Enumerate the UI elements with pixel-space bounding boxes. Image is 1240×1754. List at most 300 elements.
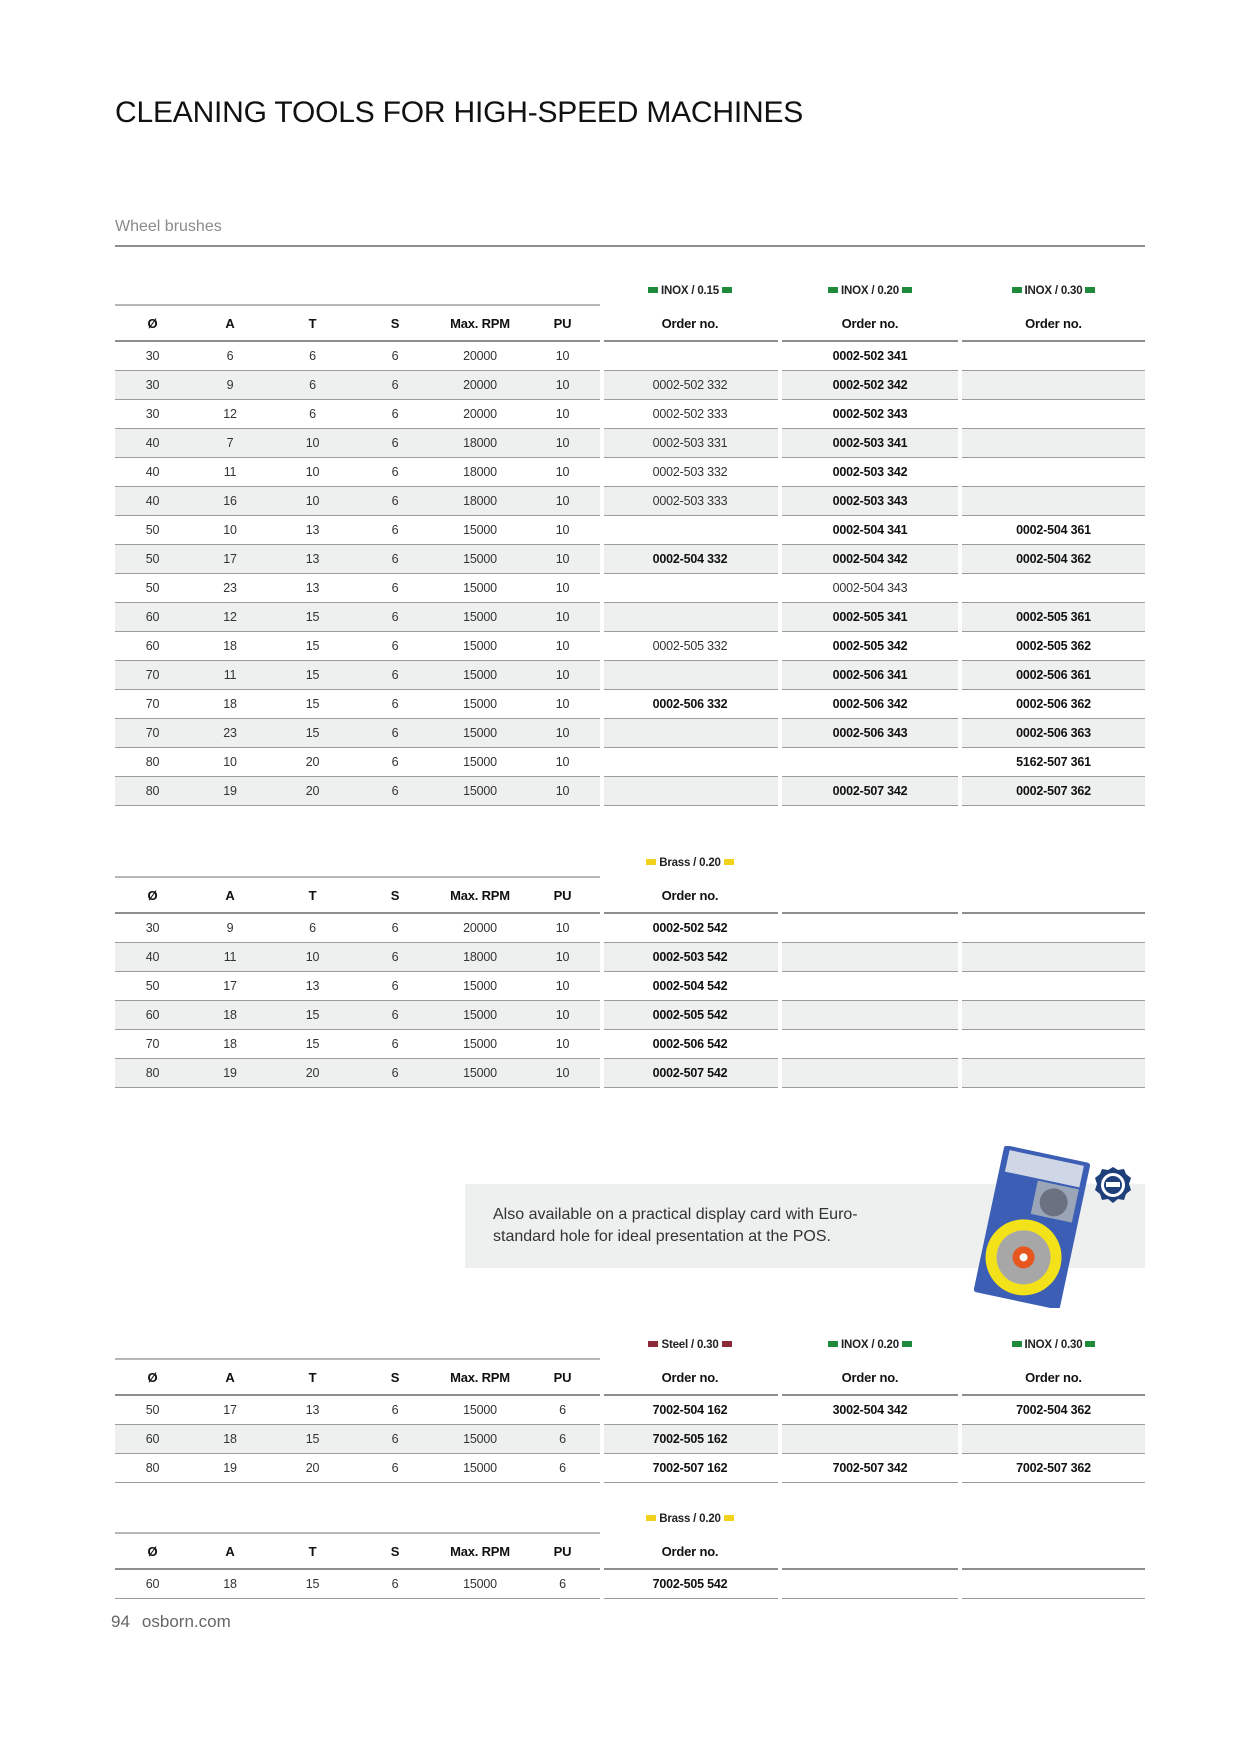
table-header-row [115,304,1145,342]
material-color-swatch [646,859,656,865]
column-header-order-no: Order no. [602,1532,778,1570]
material-header-row [115,1510,1145,1532]
column-gap [600,942,604,972]
cell-a: 18 [223,1577,237,1591]
cell-order-no [602,748,778,776]
cell-order-no [962,1425,1145,1453]
cell-rpm: 15000 [463,1066,497,1080]
column-gap [958,341,962,371]
cell-t: 15 [305,1037,320,1051]
column-header-pu: PU [553,887,572,903]
cell-order-no: 7002-504 162 [602,1396,778,1424]
cell-order-no [962,400,1145,428]
cell-a: 17 [223,979,237,993]
column-header-d: Ø [147,1369,158,1385]
cell-t: 20 [305,755,320,769]
column-gap [778,1531,782,1571]
material-label-text: INOX / 0.20 [841,285,899,297]
table-row [115,545,1145,574]
material-label [962,285,1145,297]
cell-order-no [602,661,778,689]
column-gap [958,776,962,806]
column-gap [600,913,604,943]
cell-order-no: 7002-507 342 [782,1454,958,1482]
cell-t: 15 [305,1577,320,1591]
column-gap [778,1357,782,1397]
cell-rpm: 15000 [463,1577,497,1591]
cell-order-no: 3002-504 342 [782,1396,958,1424]
cell-order-no: 0002-506 343 [782,719,958,747]
cell-d: 30 [145,378,160,392]
column-gap [600,1531,604,1571]
column-gap [600,486,604,516]
cell-d: 60 [145,1432,160,1446]
cell-order-no: 0002-502 332 [602,371,778,399]
cell-t: 15 [305,1432,320,1446]
section-divider [115,245,1145,247]
cell-order-no: 0002-505 341 [782,603,958,631]
cell-pu: 10 [555,465,570,479]
site-url[interactable]: osborn.com [141,1612,231,1631]
cell-order-no: 5162-507 361 [962,748,1145,776]
cell-s: 6 [391,1008,399,1022]
cell-a: 18 [223,1008,237,1022]
cell-order-no [782,1570,958,1598]
column-gap [958,1395,962,1425]
cell-s: 6 [391,407,399,421]
cell-order-no [962,1059,1145,1087]
column-gap [778,1569,782,1599]
table-row [115,487,1145,516]
cell-order-no: 0002-506 361 [962,661,1145,689]
cell-rpm: 15000 [463,552,497,566]
cell-t: 10 [305,494,320,508]
cell-order-no: 0002-502 343 [782,400,958,428]
table-display-card-brass [115,1510,1145,1599]
table-row [115,661,1145,690]
cell-a: 6 [226,349,234,363]
cell-t: 13 [305,979,320,993]
cell-t: 6 [309,921,316,935]
cell-order-no [962,1570,1145,1598]
column-header-d: Ø [147,315,158,331]
column-header-a: A [225,1369,235,1385]
cell-d: 60 [145,1008,160,1022]
cell-order-no [962,574,1145,602]
column-header-rpm: Max. RPM [450,315,510,331]
table-row [115,632,1145,661]
cell-order-no: 0002-503 542 [602,943,778,971]
column-gap [778,1058,782,1088]
cell-order-no: 7002-505 542 [602,1570,778,1598]
cell-t: 20 [305,1461,320,1475]
cell-d: 80 [145,1066,160,1080]
column-header-t: T [308,1369,317,1385]
column-header-order-no [962,1532,1145,1570]
column-gap [958,544,962,574]
column-gap [958,1029,962,1059]
material-color-swatch [828,1341,838,1347]
column-gap [600,660,604,690]
cell-order-no: 0002-504 341 [782,516,958,544]
cell-rpm: 20000 [463,921,497,935]
cell-a: 23 [223,581,237,595]
material-color-swatch [648,287,658,293]
cell-rpm: 20000 [463,407,497,421]
cell-t: 10 [305,436,320,450]
material-color-swatch [902,287,912,293]
material-label-text: INOX / 0.30 [1024,285,1083,297]
cell-s: 6 [391,755,399,769]
cell-a: 18 [223,1037,237,1051]
cell-s: 6 [391,726,399,740]
cell-a: 18 [223,1432,237,1446]
cell-d: 30 [145,921,160,935]
cell-pu: 10 [555,378,570,392]
cell-a: 11 [223,465,237,479]
column-header-s: S [390,887,400,903]
cell-order-no: 0002-502 542 [602,914,778,942]
column-gap [778,631,782,661]
column-gap [600,1000,604,1030]
cell-rpm: 15000 [463,1008,497,1022]
cell-s: 6 [391,921,399,935]
cell-a: 19 [223,1066,237,1080]
column-header-order-no [782,876,958,914]
cell-s: 6 [391,697,399,711]
cell-pu: 10 [555,1008,570,1022]
cell-a: 10 [223,755,237,769]
cell-rpm: 15000 [463,1403,497,1417]
cell-order-no: 0002-503 342 [782,458,958,486]
table-row [115,458,1145,487]
table-row [115,371,1145,400]
cell-order-no [782,1030,958,1058]
column-gap [778,399,782,429]
cell-a: 19 [223,784,237,798]
cell-d: 50 [145,1403,160,1417]
cell-s: 6 [391,1066,399,1080]
cell-order-no: 0002-504 362 [962,545,1145,573]
column-gap [600,303,604,343]
cell-s: 6 [391,1577,399,1591]
cell-t: 15 [305,1008,320,1022]
column-gap [600,1395,604,1425]
table-row [115,516,1145,545]
cell-a: 11 [223,668,237,682]
column-gap [958,1531,962,1571]
cell-a: 9 [226,921,234,935]
column-gap [778,428,782,458]
column-gap [958,1569,962,1599]
cell-order-no [962,943,1145,971]
column-gap [600,515,604,545]
material-header-row [115,854,1145,876]
cell-order-no: 0002-503 333 [602,487,778,515]
cell-order-no [782,943,958,971]
column-gap [778,875,782,915]
cell-order-no [962,972,1145,1000]
cell-order-no: 0002-503 341 [782,429,958,457]
column-gap [778,689,782,719]
cell-d: 70 [145,668,160,682]
column-header-t: T [308,315,317,331]
column-header-a: A [225,315,235,331]
cell-order-no: 0002-502 341 [782,342,958,370]
column-gap [958,1357,962,1397]
material-label-text: INOX / 0.30 [1024,1339,1083,1351]
cell-order-no [962,1030,1145,1058]
material-color-swatch [724,1515,734,1521]
cell-order-no: 0002-505 332 [602,632,778,660]
column-header-order-no [782,1532,958,1570]
cell-s: 6 [391,668,399,682]
cell-order-no [782,748,958,776]
cell-order-no: 0002-505 361 [962,603,1145,631]
column-gap [958,399,962,429]
cell-s: 6 [391,639,399,653]
column-header-pu: PU [553,1369,572,1385]
cell-t: 6 [309,378,316,392]
table-display-card-brushes [115,1336,1145,1483]
material-header-row [115,1336,1145,1358]
column-gap [778,1424,782,1454]
cell-s: 6 [391,349,399,363]
column-gap [958,428,962,458]
column-gap [958,515,962,545]
column-gap [778,1029,782,1059]
cell-order-no: 0002-507 342 [782,777,958,805]
column-gap [600,544,604,574]
column-gap [600,689,604,719]
cell-s: 6 [391,378,399,392]
column-gap [600,602,604,632]
cell-rpm: 15000 [463,523,497,537]
table-row [115,1570,1145,1599]
material-color-swatch [722,1341,732,1347]
material-label-text: INOX / 0.15 [661,285,719,297]
cell-pu: 10 [555,755,570,769]
column-header-a: A [225,887,235,903]
material-label [602,1513,778,1525]
column-gap [958,631,962,661]
cell-order-no [962,458,1145,486]
cell-order-no [602,719,778,747]
cell-pu: 10 [555,921,570,935]
cell-t: 15 [305,668,320,682]
table-row [115,1030,1145,1059]
cell-rpm: 15000 [463,784,497,798]
column-gap [600,1424,604,1454]
column-header-order-no: Order no. [602,1358,778,1396]
material-label [602,1339,778,1351]
column-header-pu: PU [553,315,572,331]
cell-s: 6 [391,1461,399,1475]
cell-rpm: 15000 [463,639,497,653]
cell-s: 6 [391,1432,399,1446]
column-gap [958,457,962,487]
column-header-pu: PU [553,1543,572,1559]
column-header-a: A [225,1543,235,1559]
table-row [115,603,1145,632]
cell-order-no [782,914,958,942]
cell-s: 6 [391,979,399,993]
cell-s: 6 [391,552,399,566]
cell-order-no: 0002-503 332 [602,458,778,486]
column-gap [958,913,962,943]
cell-order-no: 0002-505 362 [962,632,1145,660]
column-header-order-no: Order no. [962,304,1145,342]
table-row [115,429,1145,458]
table-row [115,1425,1145,1454]
cell-order-no [602,342,778,370]
cell-order-no [962,1001,1145,1029]
column-gap [600,370,604,400]
cell-rpm: 15000 [463,1037,497,1051]
cell-pu: 10 [555,552,570,566]
column-gap [778,1395,782,1425]
cell-pu: 10 [555,697,570,711]
cell-a: 17 [223,552,237,566]
material-header-row [115,282,1145,304]
table-row [115,1396,1145,1425]
cell-s: 6 [391,1403,399,1417]
cell-rpm: 18000 [463,436,497,450]
cell-d: 30 [145,349,160,363]
cell-order-no [962,487,1145,515]
cell-d: 60 [145,639,160,653]
cell-d: 50 [145,523,160,537]
cell-a: 18 [223,639,237,653]
material-label-text: INOX / 0.20 [841,1339,899,1351]
cell-order-no: 0002-504 542 [602,972,778,1000]
column-gap [778,1453,782,1483]
cell-t: 20 [305,1066,320,1080]
cell-t: 10 [305,465,320,479]
table-row [115,690,1145,719]
column-gap [600,718,604,748]
cell-pu: 10 [555,1066,570,1080]
cell-t: 15 [305,726,320,740]
cell-t: 6 [309,349,316,363]
cell-order-no: 0002-504 361 [962,516,1145,544]
column-gap [958,875,962,915]
cell-pu: 10 [555,581,570,595]
cell-t: 13 [305,581,320,595]
cell-a: 9 [226,378,234,392]
cell-rpm: 15000 [463,581,497,595]
cell-t: 13 [305,552,320,566]
cell-t: 15 [305,639,320,653]
column-gap [778,942,782,972]
cell-rpm: 18000 [463,950,497,964]
material-color-swatch [722,287,732,293]
column-header-s: S [390,315,400,331]
cell-order-no [602,516,778,544]
column-gap [958,573,962,603]
cell-a: 12 [223,407,237,421]
table-row [115,342,1145,371]
material-color-swatch [724,859,734,865]
column-gap [778,602,782,632]
cell-order-no: 7002-505 162 [602,1425,778,1453]
cell-order-no: 0002-504 332 [602,545,778,573]
cell-pu: 10 [555,523,570,537]
material-color-swatch [902,1341,912,1347]
cell-order-no [602,777,778,805]
table-brass-wheel-brushes [115,854,1145,1088]
column-header-d: Ø [147,1543,158,1559]
column-header-rpm: Max. RPM [450,1543,510,1559]
cell-t: 13 [305,523,320,537]
column-gap [600,1029,604,1059]
cell-t: 6 [309,407,316,421]
cell-d: 80 [145,784,160,798]
material-label-text: Brass / 0.20 [659,857,721,869]
column-gap [778,303,782,343]
cell-order-no: 0002-507 542 [602,1059,778,1087]
cell-d: 60 [145,1577,160,1591]
cell-order-no: 0002-506 342 [782,690,958,718]
cell-d: 70 [145,1037,160,1051]
cell-a: 18 [223,697,237,711]
cell-pu: 6 [559,1432,566,1446]
cell-pu: 10 [555,639,570,653]
cell-d: 40 [145,950,160,964]
column-gap [958,303,962,343]
material-color-swatch [828,287,838,293]
column-gap [778,747,782,777]
material-color-swatch [646,1515,656,1521]
column-header-order-no: Order no. [962,1358,1145,1396]
table-row [115,719,1145,748]
cell-pu: 10 [555,407,570,421]
column-header-rpm: Max. RPM [450,1369,510,1385]
cell-rpm: 15000 [463,979,497,993]
cell-rpm: 15000 [463,755,497,769]
cell-s: 6 [391,1037,399,1051]
material-color-swatch [1012,287,1022,293]
column-gap [778,971,782,1001]
material-color-swatch [1085,287,1095,293]
material-color-swatch [1085,1341,1095,1347]
cell-order-no: 0002-506 341 [782,661,958,689]
material-label [962,1339,1145,1351]
cell-pu: 6 [559,1577,566,1591]
column-gap [778,573,782,603]
cell-rpm: 15000 [463,610,497,624]
cell-d: 40 [145,436,160,450]
cell-order-no: 0002-502 333 [602,400,778,428]
cell-order-no [962,914,1145,942]
column-gap [958,1424,962,1454]
cell-t: 20 [305,784,320,798]
tuv-certification-icon [1094,1166,1132,1204]
cell-order-no [782,1059,958,1087]
cell-order-no [962,429,1145,457]
column-gap [958,689,962,719]
material-label-text: Steel / 0.30 [661,1339,719,1351]
column-header-order-no: Order no. [602,304,778,342]
cell-pu: 10 [555,610,570,624]
cell-order-no: 0002-503 331 [602,429,778,457]
display-card-image [970,1146,1090,1308]
column-gap [600,399,604,429]
column-gap [958,1453,962,1483]
column-gap [600,971,604,1001]
cell-pu: 10 [555,979,570,993]
cell-rpm: 15000 [463,668,497,682]
